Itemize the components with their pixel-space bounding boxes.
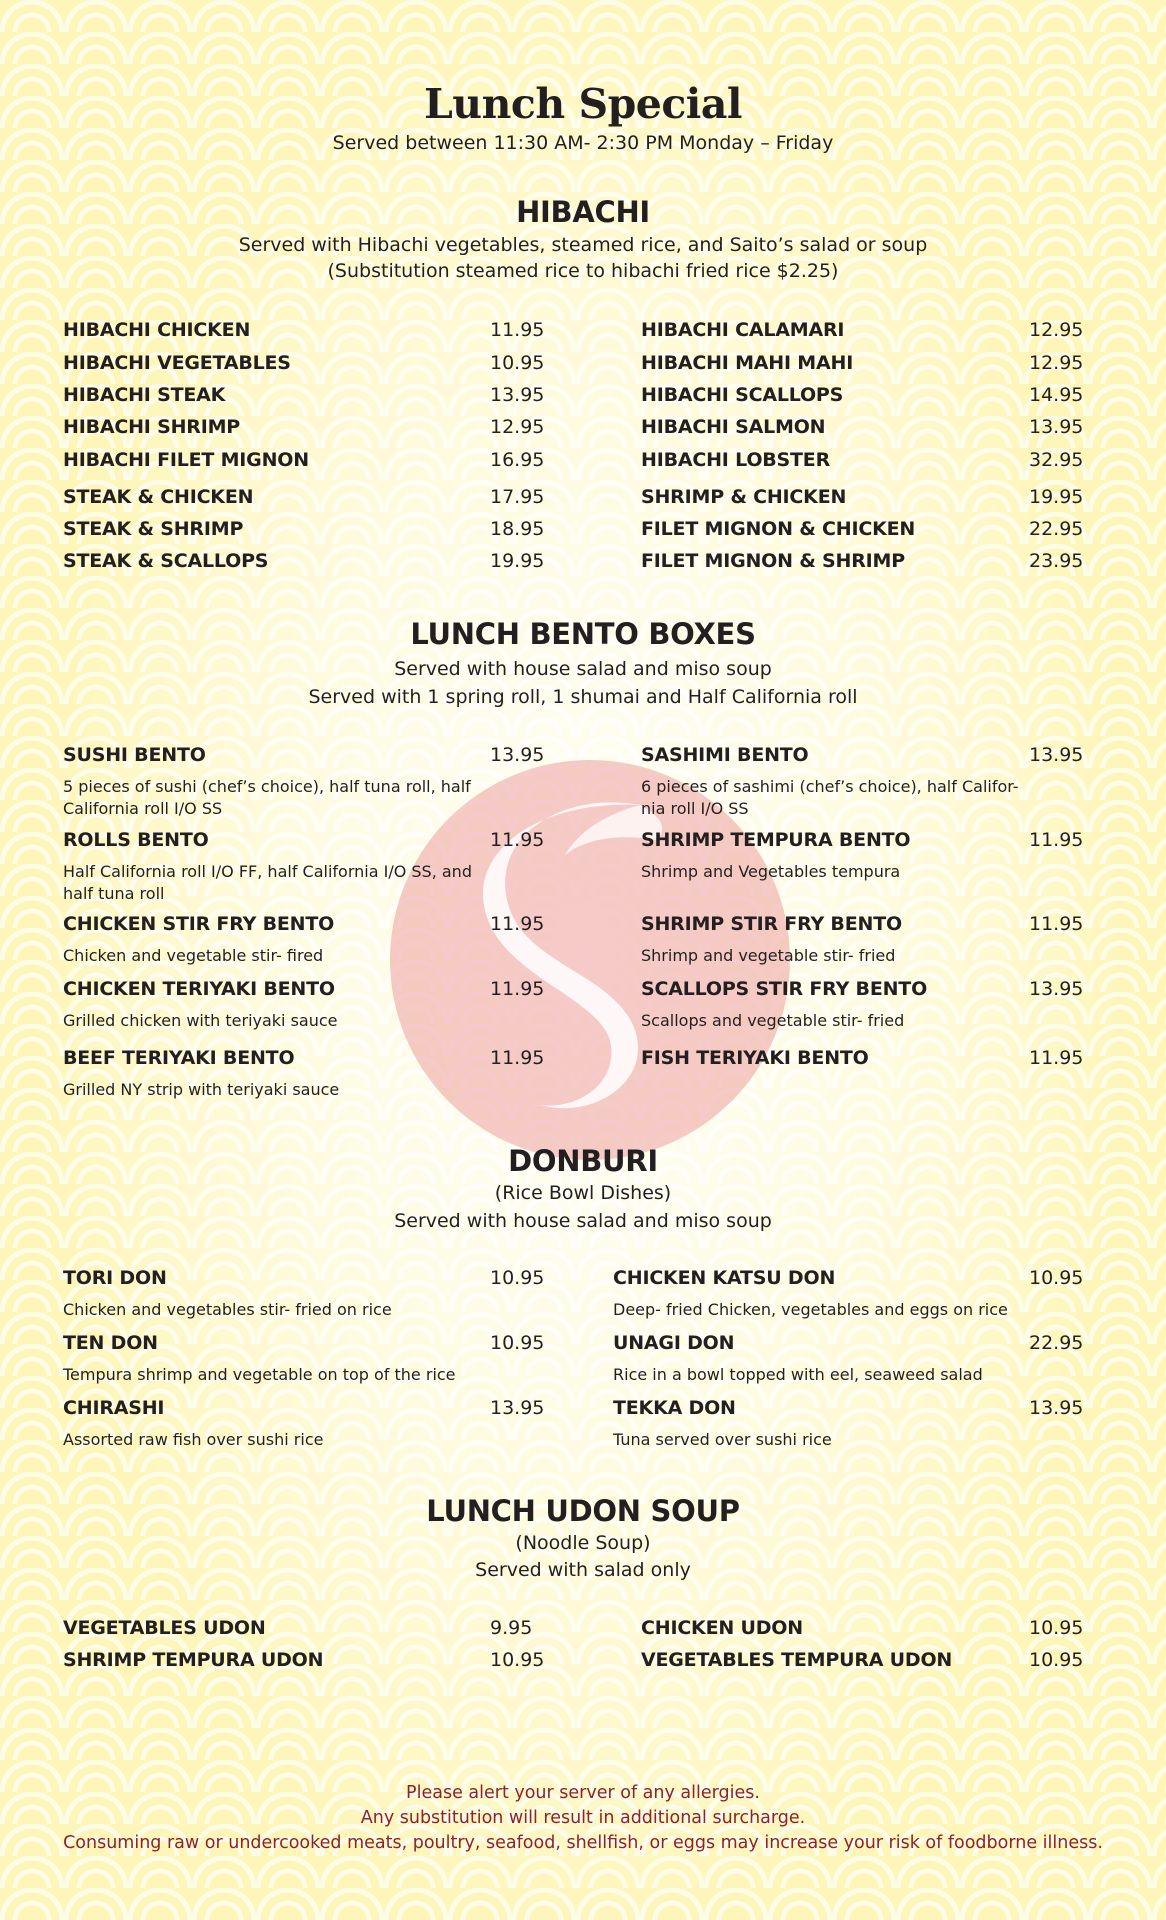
menu-item-price: 13.95 [490, 1397, 545, 1419]
description-line: Chicken and vegetables stir- fried on rice [63, 1300, 392, 1319]
donburi-subtitle: (Rice Bowl Dishes) [494, 1182, 672, 1204]
menu-item-price: 16.95 [490, 449, 545, 471]
section-title-donburi: DONBURI [508, 1144, 658, 1178]
menu-item-price: 18.95 [490, 518, 545, 540]
menu-item-name: HIBACHI MAHI MAHI [641, 352, 854, 374]
menu-item-price: 12.95 [1029, 319, 1084, 341]
description-line: Tempura shrimp and vegetable on top of the rice [63, 1365, 456, 1384]
menu-item-price: 13.95 [1029, 744, 1084, 766]
description-line: Shrimp and Vegetables tempura [641, 862, 901, 881]
menu-item-price: 23.95 [1029, 550, 1084, 572]
foodborne-illness-warning: Consuming raw or undercooked meats, poultry, seafood, shellfish, or eggs may increase your risk of foodborne illness. [63, 1833, 1103, 1853]
menu-item-name: SASHIMI BENTO [641, 744, 809, 766]
menu-item-name: HIBACHI STEAK [63, 384, 226, 406]
menu-item-name: ROLLS BENTO [63, 829, 209, 851]
description-line: Assorted raw fish over sushi rice [63, 1430, 324, 1449]
substitution-notice: Any substitution will result in additional surcharge. [360, 1808, 806, 1828]
section-title-bento: LUNCH BENTO BOXES [410, 617, 756, 651]
menu-item-name: TEN DON [63, 1332, 158, 1354]
menu-item-name: SHRIMP STIR FRY BENTO [641, 913, 902, 935]
menu-item-name: SHRIMP TEMPURA BENTO [641, 829, 911, 851]
hibachi-note: Served with Hibachi vegetables, steamed rice, and Saito’s salad or soup [238, 234, 928, 256]
menu-item-price: 11.95 [1029, 1047, 1084, 1069]
menu-item-name: CHIRASHI [63, 1397, 165, 1419]
menu-item-name: SHRIMP TEMPURA UDON [63, 1649, 324, 1671]
menu-item-price: 22.95 [1029, 518, 1084, 540]
menu-item-price: 10.95 [1029, 1267, 1084, 1289]
allergy-notice: Please alert your server of any allergies. [406, 1783, 760, 1803]
menu-item-price: 11.95 [490, 913, 545, 935]
menu-item-name: STEAK & SCALLOPS [63, 550, 269, 572]
menu-item-price: 10.95 [1029, 1617, 1084, 1639]
description-line: Scallops and vegetable stir- fried [641, 1011, 905, 1030]
description-line: California roll I/O SS [63, 799, 223, 818]
menu-item-price: 11.95 [490, 829, 545, 851]
bento-note: Served with house salad and miso soup [394, 658, 772, 680]
menu-item-name: BEEF TERIYAKI BENTO [63, 1047, 295, 1069]
menu-item-description [63, 1299, 473, 1321]
menu-item-description [641, 945, 1051, 967]
menu-item-description [613, 1429, 1023, 1451]
menu-item-name: STEAK & SHRIMP [63, 518, 244, 540]
menu-item-name: FILET MIGNON & CHICKEN [641, 518, 916, 540]
menu-item-name: HIBACHI CALAMARI [641, 319, 845, 341]
section-title-hibachi: HIBACHI [516, 195, 650, 229]
menu-item-description [641, 861, 1051, 883]
service-hours: Served between 11:30 AM- 2:30 PM Monday – Friday [332, 132, 834, 154]
menu-item-name: HIBACHI VEGETABLES [63, 352, 291, 374]
description-line: Chicken and vegetable stir- fired [63, 946, 324, 965]
menu-item-name: HIBACHI CHICKEN [63, 319, 251, 341]
section-title-udon: LUNCH UDON SOUP [426, 1494, 740, 1528]
menu-item-name: VEGETABLES TEMPURA UDON [641, 1649, 953, 1671]
menu-item-price: 32.95 [1029, 449, 1084, 471]
menu-item-price: 13.95 [490, 384, 545, 406]
menu-item-price: 19.95 [1029, 486, 1084, 508]
menu-item-name: UNAGI DON [613, 1332, 735, 1354]
menu-item-name: HIBACHI SHRIMP [63, 416, 241, 438]
menu-item-price: 13.95 [490, 744, 545, 766]
description-line: Rice in a bowl topped with eel, seaweed salad [613, 1365, 983, 1384]
description-line: half tuna roll [63, 884, 165, 903]
menu-item-name: CHICKEN STIR FRY BENTO [63, 913, 335, 935]
menu-item-name: FILET MIGNON & SHRIMP [641, 550, 905, 572]
menu-item-description [641, 776, 1051, 820]
description-line: Grilled chicken with teriyaki sauce [63, 1011, 338, 1030]
menu-item-price: 10.95 [490, 1267, 545, 1289]
menu-item-price: 13.95 [1029, 1397, 1084, 1419]
menu-item-description [63, 1364, 473, 1386]
menu-item-price: 22.95 [1029, 1332, 1084, 1354]
menu-item-price: 12.95 [490, 416, 545, 438]
menu-item-description [63, 945, 473, 967]
menu-item-description [63, 861, 473, 905]
page-title: Lunch Special [423, 80, 743, 128]
menu-item-name: SCALLOPS STIR FRY BENTO [641, 978, 928, 1000]
hibachi-substitution-note: (Substitution steamed rice to hibachi fried rice $2.25) [327, 260, 839, 282]
menu-item-name: SUSHI BENTO [63, 744, 206, 766]
bento-includes-note: Served with 1 spring roll, 1 shumai and Half California roll [308, 686, 858, 708]
menu-item-price: 11.95 [1029, 829, 1084, 851]
menu-item-name: CHICKEN KATSU DON [613, 1267, 836, 1289]
udon-subtitle: (Noodle Soup) [515, 1532, 651, 1554]
menu-item-description [63, 1079, 473, 1101]
menu-item-description [63, 1429, 473, 1451]
menu-item-name: VEGETABLES UDON [63, 1617, 266, 1639]
description-line: Tuna served over sushi rice [613, 1430, 832, 1449]
menu-item-price: 11.95 [490, 978, 545, 1000]
menu-item-name: TORI DON [63, 1267, 167, 1289]
menu-item-name: HIBACHI SCALLOPS [641, 384, 844, 406]
description-line: Shrimp and vegetable stir- fried [641, 946, 896, 965]
menu-item-name: STEAK & CHICKEN [63, 486, 254, 508]
menu-item-description [613, 1364, 1023, 1386]
menu-item-price: 12.95 [1029, 352, 1084, 374]
donburi-note: Served with house salad and miso soup [394, 1210, 772, 1232]
menu-item-name: TEKKA DON [613, 1397, 736, 1419]
menu-item-price: 9.95 [490, 1617, 533, 1639]
description-line: 5 pieces of sushi (chef’s choice), half tuna roll, half [63, 777, 471, 796]
menu-item-description [63, 776, 473, 820]
menu-item-price: 11.95 [490, 1047, 545, 1069]
description-line: Half California roll I/O FF, half California I/O SS, and [63, 862, 472, 881]
menu-item-price: 13.95 [1029, 978, 1084, 1000]
description-line: Grilled NY strip with teriyaki sauce [63, 1080, 340, 1099]
menu-item-price: 11.95 [490, 319, 545, 341]
menu-item-price: 11.95 [1029, 913, 1084, 935]
description-line: nia roll I/O SS [641, 799, 749, 818]
menu-item-price: 19.95 [490, 550, 545, 572]
menu-item-price: 10.95 [490, 1332, 545, 1354]
menu-item-price: 17.95 [490, 486, 545, 508]
menu-item-name: SHRIMP & CHICKEN [641, 486, 847, 508]
menu-item-price: 10.95 [1029, 1649, 1084, 1671]
menu-item-price: 13.95 [1029, 416, 1084, 438]
menu-item-name: FISH TERIYAKI BENTO [641, 1047, 869, 1069]
menu-item-name: HIBACHI FILET MIGNON [63, 449, 309, 471]
udon-note: Served with salad only [475, 1559, 691, 1581]
menu-item-description [63, 1010, 473, 1032]
description-line: 6 pieces of sashimi (chef’s choice), half Califor- [641, 777, 1019, 796]
menu-item-price: 10.95 [490, 352, 545, 374]
menu-item-name: CHICKEN TERIYAKI BENTO [63, 978, 335, 1000]
menu-item-price: 14.95 [1029, 384, 1084, 406]
menu-item-name: HIBACHI LOBSTER [641, 449, 831, 471]
menu-item-description [613, 1299, 1023, 1321]
menu-item-name: CHICKEN UDON [641, 1617, 803, 1639]
description-line: Deep- fried Chicken, vegetables and eggs on rice [613, 1300, 1008, 1319]
menu-item-description [641, 1010, 1051, 1032]
menu-item-price: 10.95 [490, 1649, 545, 1671]
menu-item-name: HIBACHI SALMON [641, 416, 826, 438]
